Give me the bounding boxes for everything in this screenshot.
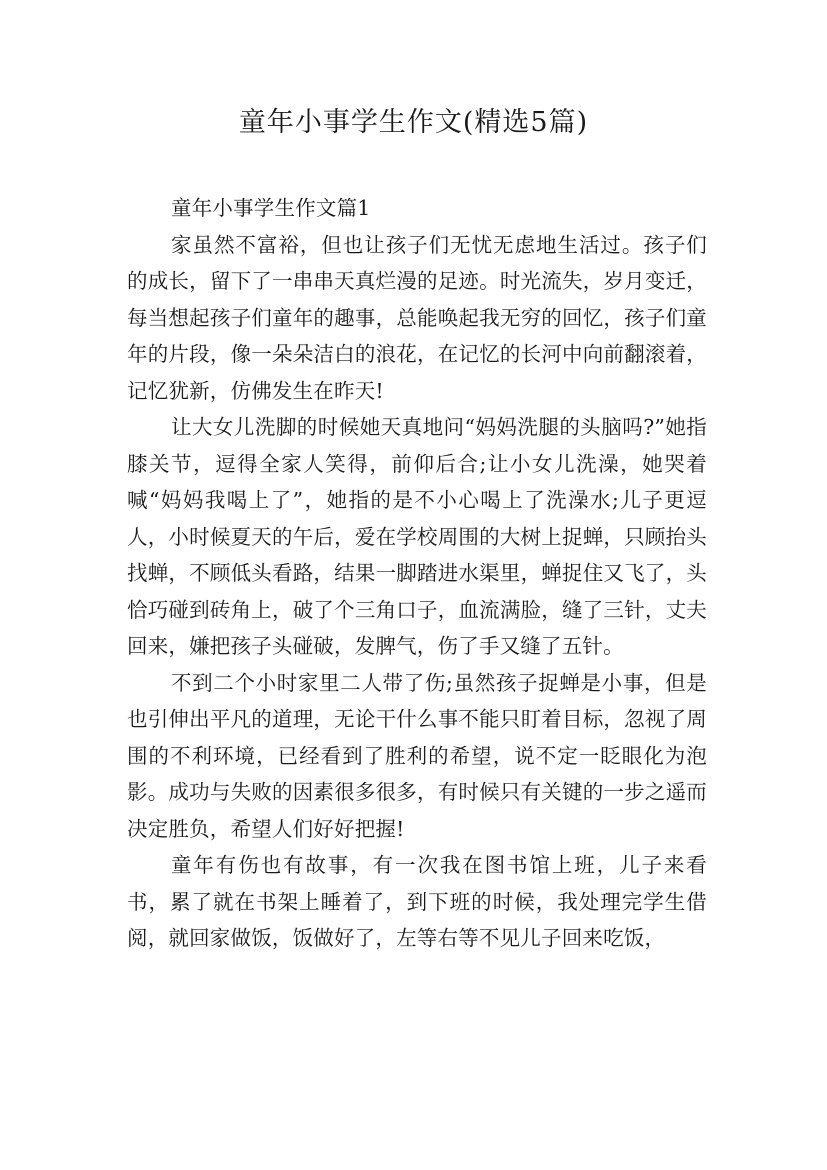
paragraph-3: 不到二个小时家里二人带了伤;虽然孩子捉蝉是小事，但是也引伸出平凡的道理，无论干什么事不能只盯着目标，忽视了周围的不利环境，已经看到了胜利的希望，说不定一眨眼化为泡影。成功与失败的因素很多很多，有时候只有关键的一步之遥而决定胜负，希望人们好好把握!: [127, 670, 707, 841]
paragraph-2: 让大女儿洗脚的时候她天真地问“妈妈洗腿的头脑吗?”她指膝关节，逗得全家人笑得，前仰后合;让小女儿洗澡，她哭着喊“妈妈我喝上了”，她指的是不小心喝上了洗澡水;儿子更逗人，小时候夏天的午后，爱在学校周围的大树上捉蝉，只顾抬头找蝉，不顾低头看路，结果一脚踏进水渠里，蝉捉住又飞了，头恰巧碰到砖角上，破了个三角口子，血流满脸，缝了三针，丈夫回来，嫌把孩子头碰破，发脾气，伤了手又缝了五针。: [127, 415, 707, 658]
paragraph-4: 童年有伤也有故事，有一次我在图书馆上班，儿子来看书，累了就在书架上睡着了，到下班的时候，我处理完学生借阅，就回家做饭，饭做好了，左等右等不见儿子回来吃饭，: [127, 853, 707, 950]
document-body: [127, 190, 707, 957]
section-heading: 童年小事学生作文篇1: [171, 196, 371, 220]
document-title: 童年小事学生作文(精选5篇): [238, 107, 589, 138]
paragraph-1: 家虽然不富裕，但也让孩子们无忧无虑地生活过。孩子们的成长，留下了一串串天真烂漫的足迹。时光流失，岁月变迁，每当想起孩子们童年的趣事，总能唤起我无穷的回忆，孩子们童年的片段，像一朵朵洁白的浪花，在记忆的长河中向前翻滚着，记忆犹新，仿佛发生在昨天!: [127, 232, 707, 403]
